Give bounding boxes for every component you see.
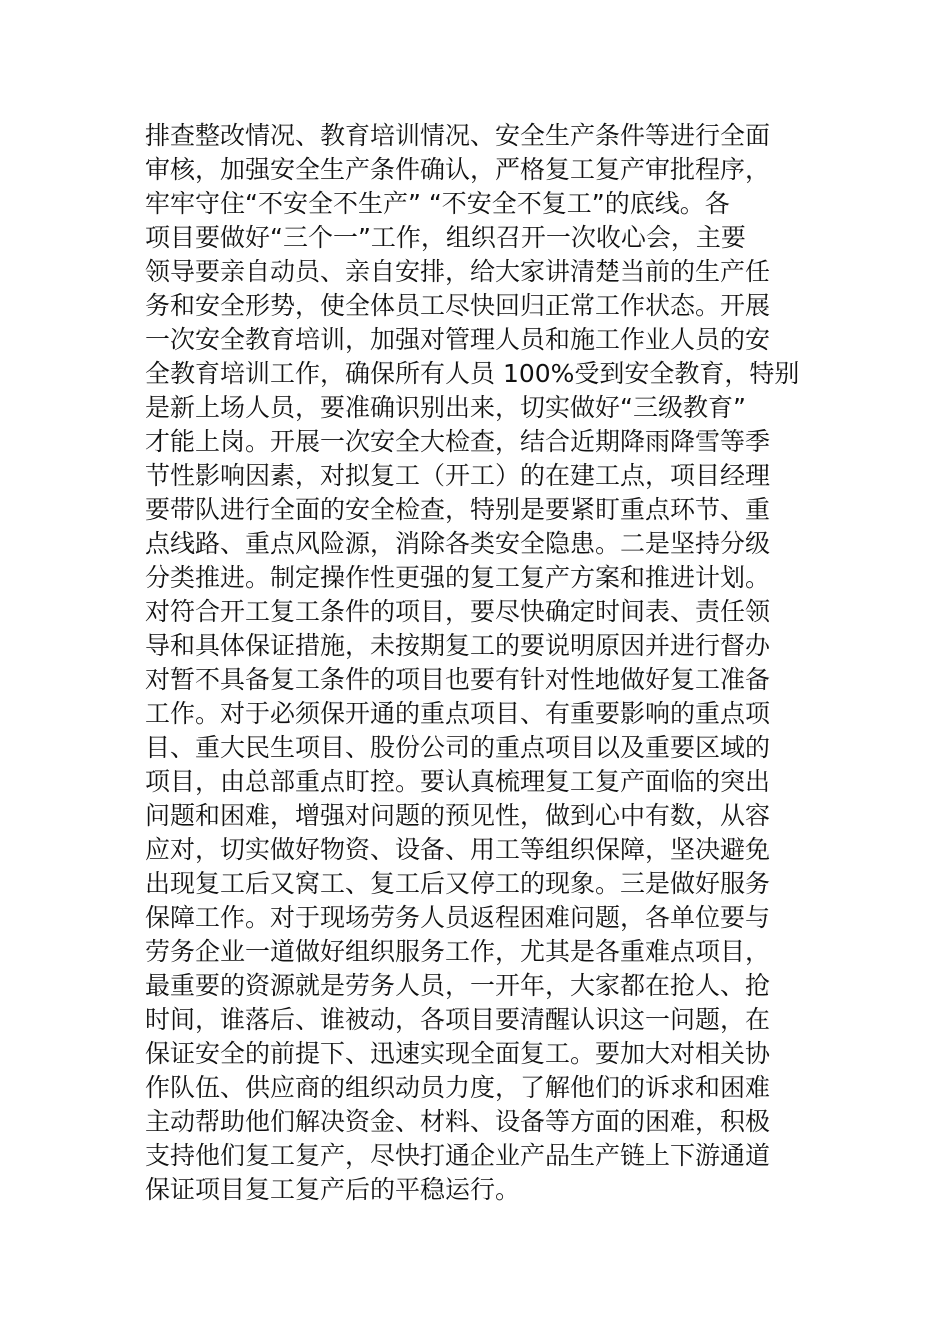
text-line-26: 最重要的资源就是劳务人员，一开年，大家都在抢人、抢 bbox=[145, 971, 771, 1000]
text-line-32: 保证项目复工复产后的平稳运行。 bbox=[145, 1175, 521, 1204]
text-line-5: 领导要亲自动员、亲自安排，给大家讲清楚当前的生产任 bbox=[145, 257, 771, 286]
text-line-15: 对符合开工复工条件的项目，要尽快确定时间表、责任领 bbox=[145, 597, 771, 626]
text-line-6: 务和安全形势，使全体员工尽快回归正常工作状态。开展 bbox=[145, 291, 771, 320]
text-line-2: 审核，加强安全生产条件确认，严格复工复产审批程序， bbox=[145, 155, 771, 184]
text-line-13: 点线路、重点风险源，消除各类安全隐患。二是坚持分级 bbox=[145, 529, 771, 558]
text-line-3: 牢牢守住“不安全不生产” “不安全不复工”的底线。各 bbox=[145, 189, 730, 218]
text-line-20: 项目，由总部重点盯控。要认真梳理复工复产面临的突出 bbox=[145, 767, 771, 796]
text-line-17: 对暂不具备复工条件的项目也要有针对性地做好复工准备 bbox=[145, 665, 771, 694]
text-line-21: 问题和困难，增强对问题的预见性，做到心中有数，从容 bbox=[145, 801, 771, 830]
text-line-19: 目、重大民生项目、股份公司的重点项目以及重要区域的 bbox=[145, 733, 771, 762]
text-line-9: 是新上场人员，要准确识别出来，切实做好“三级教育” bbox=[145, 393, 746, 422]
text-line-27: 时间，谁落后、谁被动，各项目要清醒认识这一问题，在 bbox=[145, 1005, 771, 1034]
text-line-16: 导和具体保证措施，未按期复工的要说明原因并进行督办 bbox=[145, 631, 771, 660]
text-line-28: 保证安全的前提下、迅速实现全面复工。要加大对相关协 bbox=[145, 1039, 771, 1068]
text-line-4: 项目要做好“三个一”工作，组织召开一次收心会，主要 bbox=[145, 223, 746, 252]
text-line-7: 一次安全教育培训，加强对管理人员和施工作业人员的安 bbox=[145, 325, 771, 354]
text-line-29: 作队伍、供应商的组织动员力度，了解他们的诉求和困难 bbox=[145, 1073, 771, 1102]
text-line-31: 支持他们复工复产，尽快打通企业产品生产链上下游通道 bbox=[145, 1141, 771, 1170]
text-line-8: 全教育培训工作，确保所有人员 100%受到安全教育，特别 bbox=[145, 359, 800, 388]
text-line-24: 保障工作。对于现场劳务人员返程困难问题，各单位要与 bbox=[145, 903, 771, 932]
text-line-23: 出现复工后又窝工、复工后又停工的现象。三是做好服务 bbox=[145, 869, 771, 898]
text-line-25: 劳务企业一道做好组织服务工作，尤其是各重难点项目， bbox=[145, 937, 771, 966]
text-line-1: 排查整改情况、教育培训情况、安全生产条件等进行全面 bbox=[145, 121, 771, 150]
text-line-14: 分类推进。制定操作性更强的复工复产方案和推进计划。 bbox=[145, 563, 771, 592]
text-line-10: 才能上岗。开展一次安全大检查，结合近期降雨降雪等季 bbox=[145, 427, 771, 456]
text-line-18: 工作。对于必须保开通的重点项目、有重要影响的重点项 bbox=[145, 699, 771, 728]
text-line-11: 节性影响因素，对拟复工（开工）的在建工点，项目经理 bbox=[145, 461, 771, 490]
body-paragraph bbox=[145, 119, 825, 1207]
text-line-22: 应对，切实做好物资、设备、用工等组织保障，坚决避免 bbox=[145, 835, 771, 864]
text-line-12: 要带队进行全面的安全检查，特别是要紧盯重点环节、重 bbox=[145, 495, 771, 524]
text-line-30: 主动帮助他们解决资金、材料、设备等方面的困难，积极 bbox=[145, 1107, 771, 1136]
